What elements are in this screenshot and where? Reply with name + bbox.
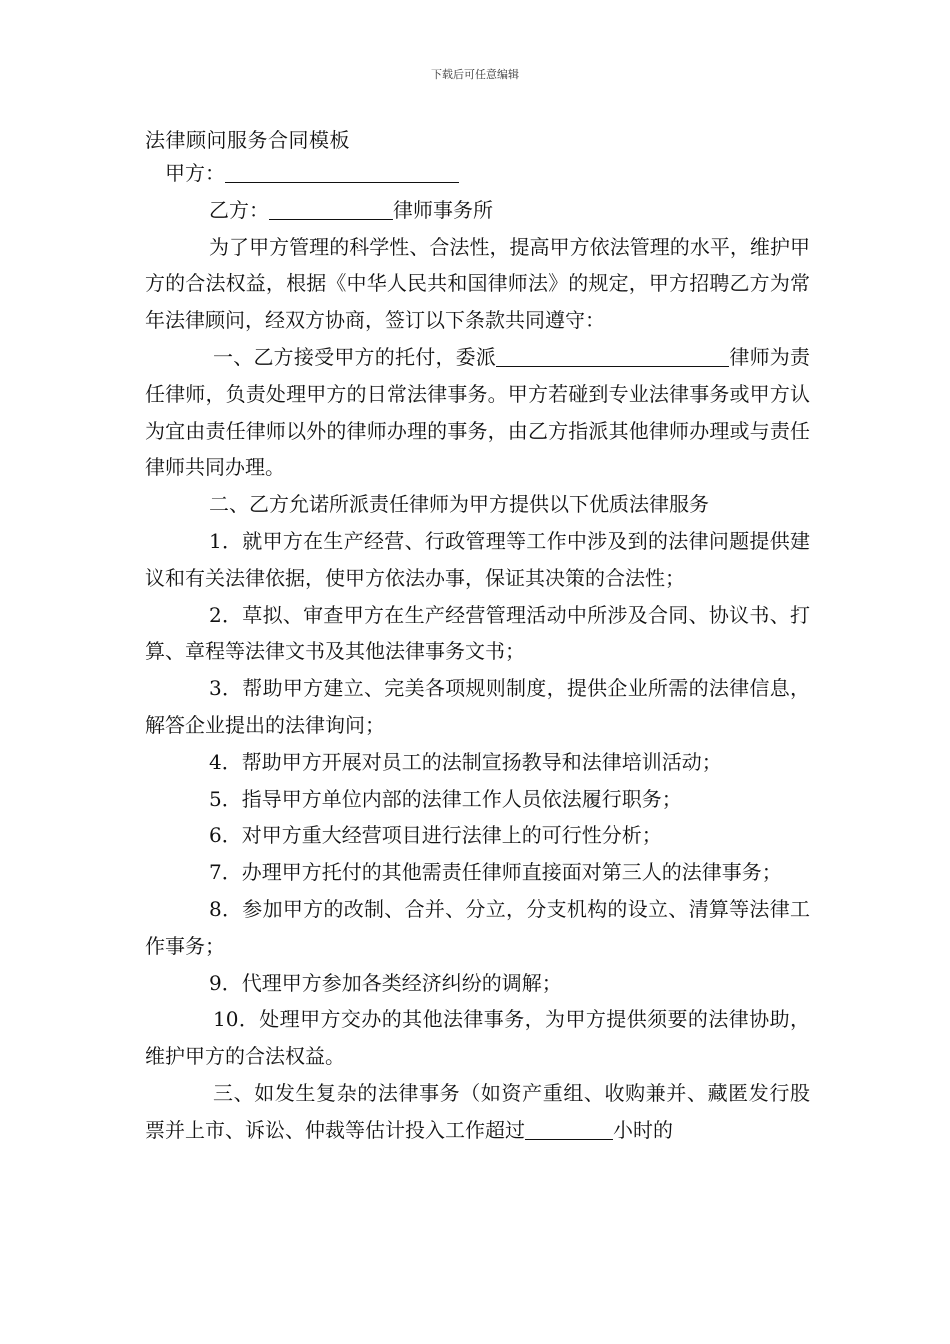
responsible-lawyer-blank[interactable] (496, 344, 729, 367)
party-b-suffix: 律师事务所 (393, 197, 493, 222)
page-header: 下载后可任意编辑 (431, 68, 519, 81)
clause-1 (145, 339, 810, 486)
clause-2: 二、乙方允诺所派责任律师为甲方提供以下优质法律服务 (209, 492, 709, 517)
clause-1-suffix: 律师为责任律师，负责处理甲方的日常法律事务。甲方若碰到专业法律事务或甲方认为宜由责任律师以外的律师办理的事务，由乙方指派其他律师办理或与责任律师共同办理。 (145, 344, 811, 480)
service-item-4: 4．帮助甲方开展对员工的法制宣扬教导和法律培训活动； (209, 749, 722, 774)
document-body (145, 155, 810, 1149)
clause-3 (145, 1075, 810, 1149)
document-title: 法律顾问服务合同模板 (145, 128, 350, 152)
party-a-line (145, 155, 810, 192)
service-item-2: 2．草拟、审查甲方在生产经营管理活动中所涉及合同、协议书、打算、章程等法律文书及其他法律事务文书； (145, 602, 810, 664)
clause-3-suffix: 小时的 (613, 1117, 673, 1142)
service-item-5: 5．指导甲方单位内部的法律工作人员依法履行职务； (209, 786, 682, 811)
party-b-blank[interactable] (269, 197, 393, 220)
party-a-blank[interactable] (225, 160, 459, 183)
service-item-8: 8．参加甲方的改制、合并、分立，分支机构的设立、清算等法律工作事务； (145, 896, 810, 958)
service-item-7: 7．办理甲方托付的其他需责任律师直接面对第三人的法律事务； (209, 860, 782, 885)
service-item-9: 9．代理甲方参加各类经济纠纷的调解； (209, 970, 562, 995)
party-b-label: 乙方： (209, 197, 269, 222)
service-item-6: 6．对甲方重大经营项目进行法律上的可行性分析； (209, 823, 662, 848)
service-item-10: 10．处理甲方交办的其他法律事务，为甲方提供须要的法律协助，维护甲方的合法权益。 (145, 1007, 810, 1069)
party-b-line (145, 192, 810, 229)
party-a-label: 甲方： (165, 161, 225, 185)
service-item-3: 3．帮助甲方建立、完美各项规则制度，提供企业所需的法律信息，解答企业提出的法律询问； (145, 676, 810, 737)
clause-1-prefix: 一、乙方接受甲方的托付，委派 (213, 344, 497, 369)
hours-blank[interactable] (525, 1117, 613, 1140)
intro-paragraph: 为了甲方管理的科学性、合法性，提高甲方依法管理的水平，维护甲方的合法权益，根据《中华人民共和国律师法》的规定，甲方招聘乙方为常年法律顾问，经双方协商，签订以下条款共同遵守： (145, 234, 810, 333)
service-item-1: 1．就甲方在生产经营、行政管理等工作中涉及到的法律问题提供建议和有关法律依据，使甲方依法办事，保证其决策的合法性； (145, 528, 810, 590)
clause-3-prefix: 三、如发生复杂的法律事务（如资产重组、收购兼并、藏匿发行股票并上市、诉讼、仲裁等估计投入工作超过 (145, 1080, 810, 1142)
